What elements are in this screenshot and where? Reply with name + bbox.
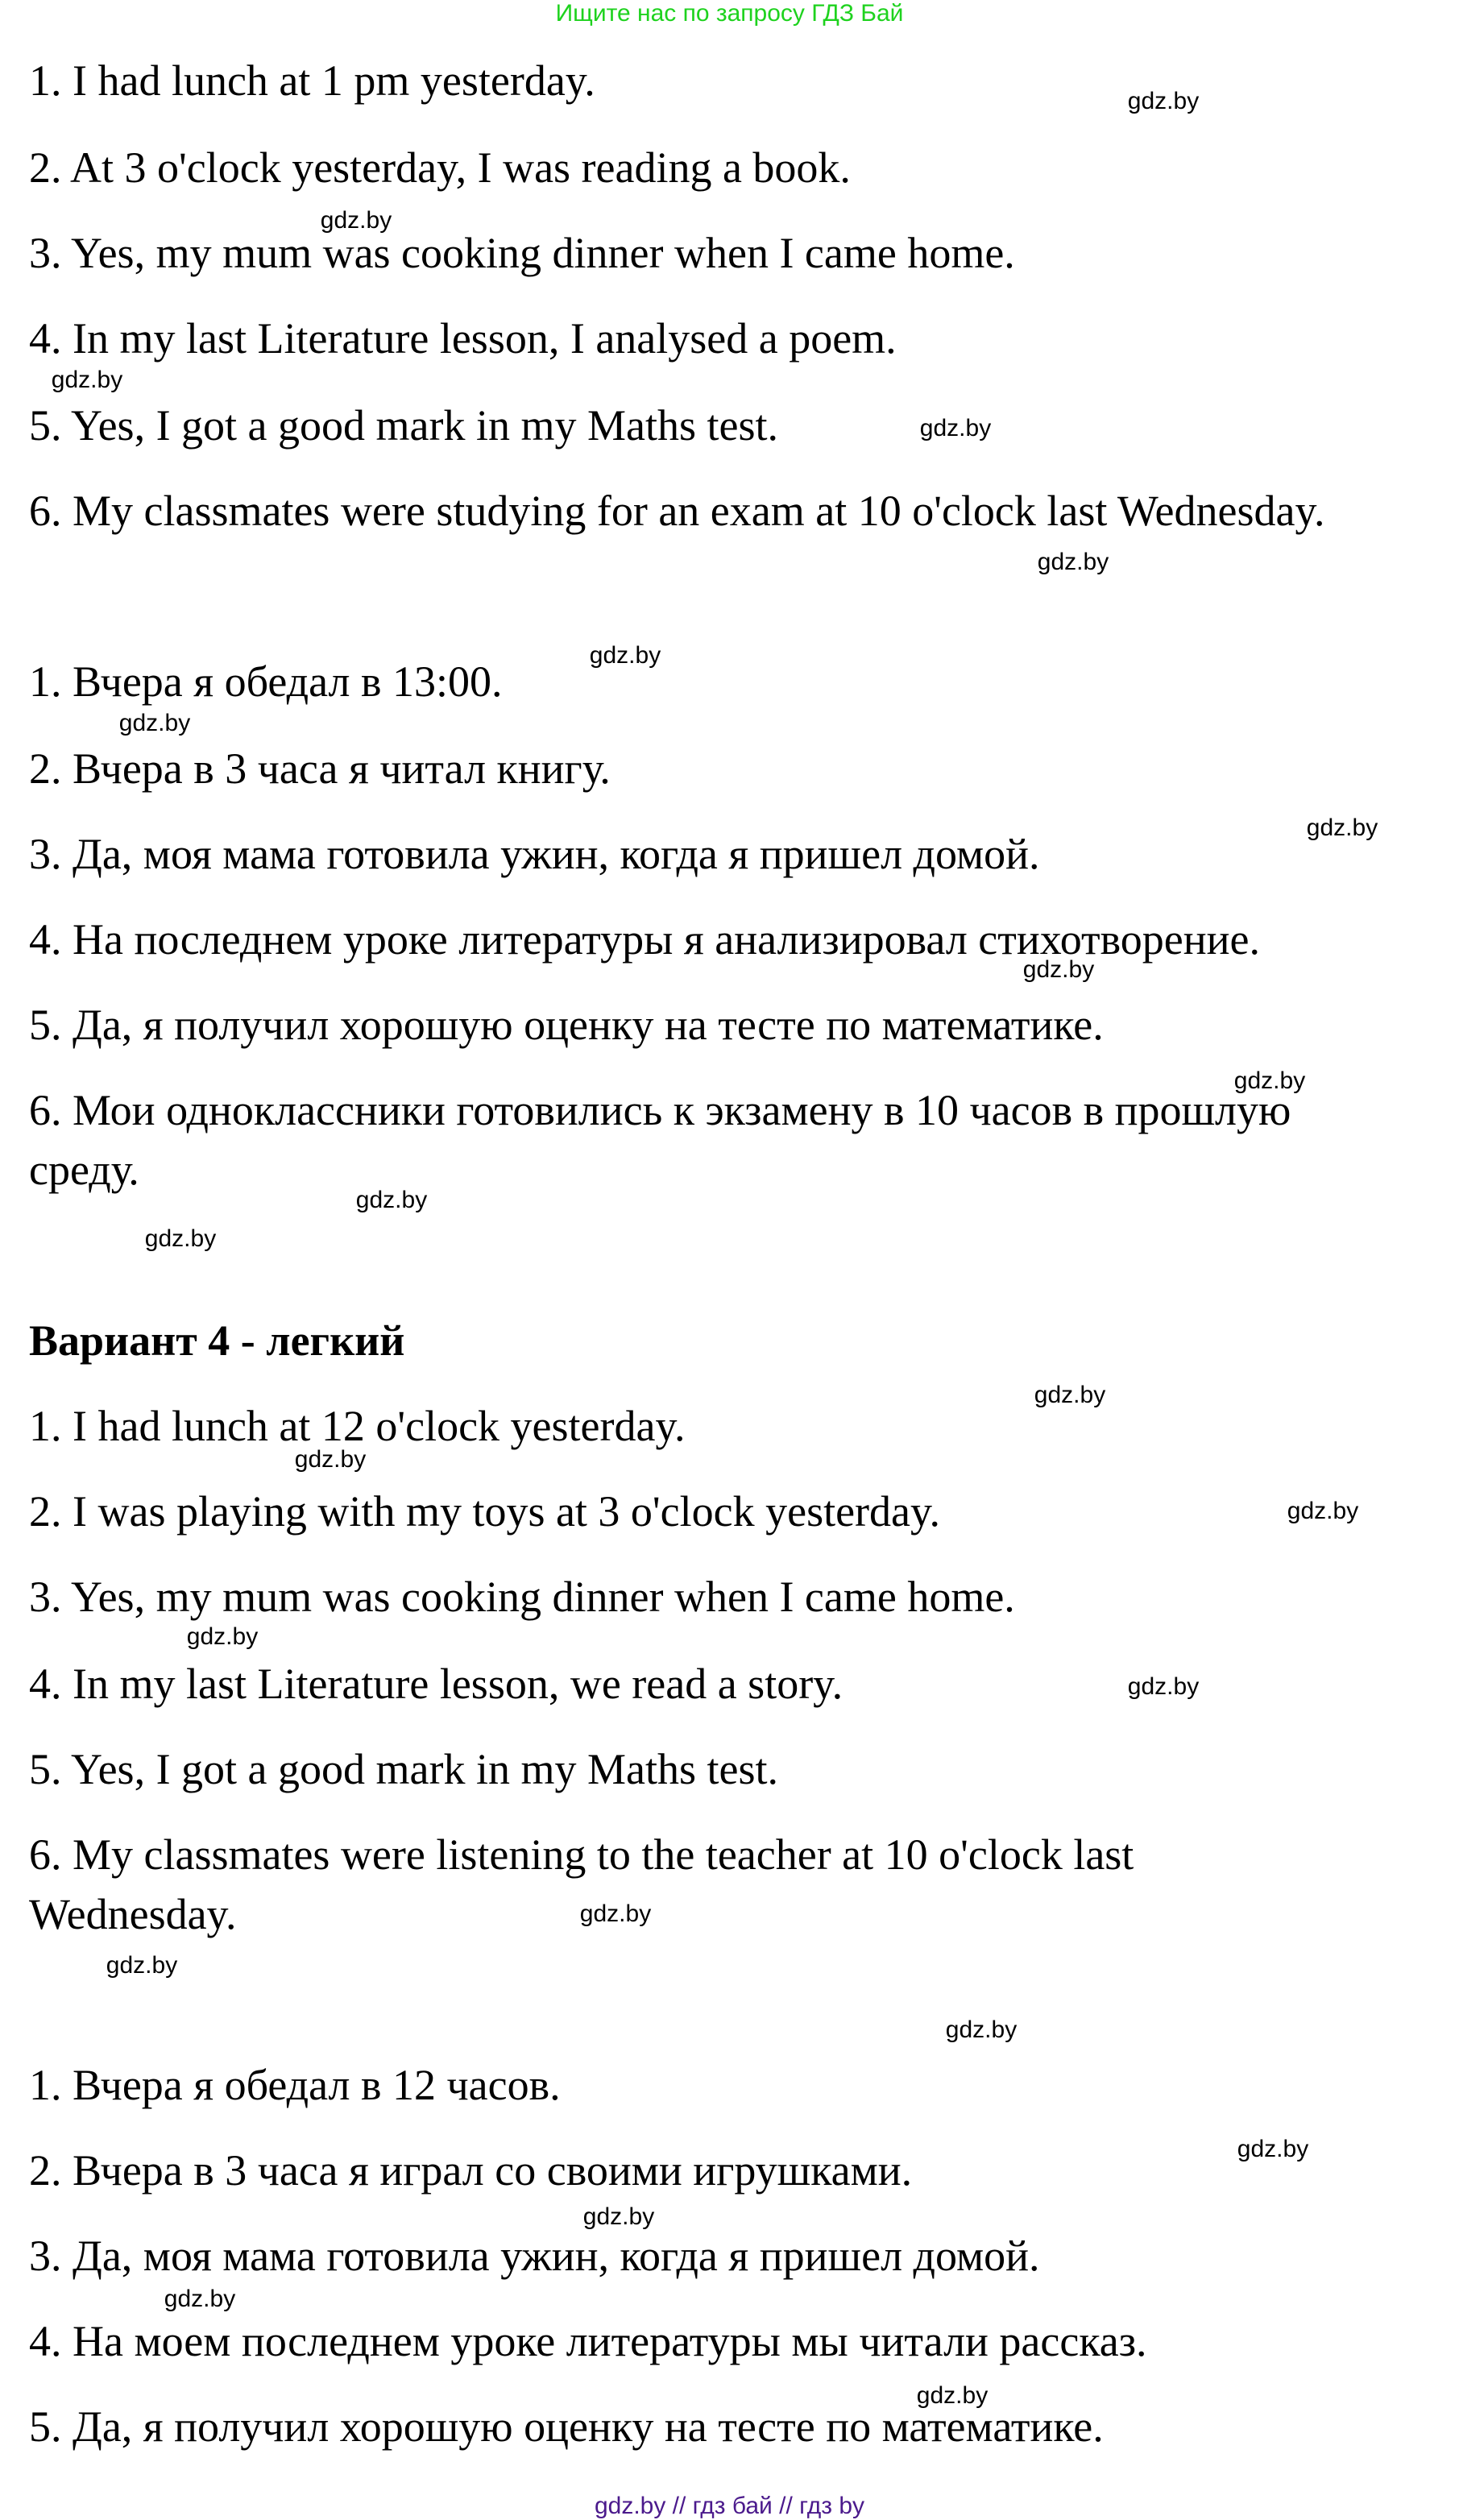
watermark: gdz.by xyxy=(1306,814,1378,841)
header-banner: Ищите нас по запросу ГДЗ Бай xyxy=(555,0,904,27)
answer-line: 1. Вчера я обедал в 13:00. xyxy=(29,657,503,706)
watermark: gdz.by xyxy=(1237,2136,1309,2162)
answer-line: 4. In my last Literature lesson, I analysed a poem. xyxy=(29,314,897,363)
answer-line: 1. Вчера я обедал в 12 часов. xyxy=(29,2061,561,2109)
answer-line: Wednesday. xyxy=(29,1890,237,1938)
watermark: gdz.by xyxy=(589,642,661,669)
watermark: gdz.by xyxy=(1233,1067,1306,1094)
watermark: gdz.by xyxy=(355,1187,428,1213)
watermark: gdz.by xyxy=(1034,1382,1106,1408)
watermark: gdz.by xyxy=(1127,1673,1200,1700)
variant-heading: Вариант 4 - легкий xyxy=(29,1316,405,1365)
watermark: gdz.by xyxy=(106,1952,178,1979)
answer-line: 6. My classmates were studying for an exam at 10 o'clock last Wednesday. xyxy=(29,487,1325,535)
watermark: gdz.by xyxy=(144,1225,217,1252)
answer-line: 1. I had lunch at 12 o'clock yesterday. xyxy=(29,1402,686,1450)
answer-line: 1. I had lunch at 1 pm yesterday. xyxy=(29,56,595,105)
answer-line: 4. На последнем уроке литературы я анализировал стихотворение. xyxy=(29,915,1260,964)
answer-line: 2. Вчера в 3 часа я играл со своими игрушками. xyxy=(29,2146,913,2195)
answer-line: 2. Вчера в 3 часа я читал книгу. xyxy=(29,744,611,793)
answer-line: 4. In my last Literature lesson, we read a story. xyxy=(29,1660,843,1708)
watermark: gdz.by xyxy=(579,1900,652,1927)
watermark: gdz.by xyxy=(582,2203,655,2230)
answer-line: 5. Yes, I got a good mark in my Maths test. xyxy=(29,401,778,450)
watermark: gdz.by xyxy=(164,2286,236,2312)
answer-line: 3. Да, моя мама готовила ужин, когда я пришел домой. xyxy=(29,830,1040,878)
answer-line: 3. Yes, my mum was cooking dinner when I came home. xyxy=(29,229,1015,277)
watermark: gdz.by xyxy=(919,415,992,441)
watermark: gdz.by xyxy=(320,207,392,234)
watermark: gdz.by xyxy=(186,1623,259,1650)
footer-banner: gdz.by // гдз бай // гдз by xyxy=(594,2493,865,2519)
watermark: gdz.by xyxy=(51,367,123,393)
answer-line: 4. На моем последнем уроке литературы мы читали рассказ. xyxy=(29,2317,1147,2365)
answer-line: 5. Yes, I got a good mark in my Maths test. xyxy=(29,1745,778,1793)
answer-line: 2. I was playing with my toys at 3 o'clock yesterday. xyxy=(29,1487,940,1536)
answer-line: 6. My classmates were listening to the teacher at 10 o'clock last xyxy=(29,1830,1134,1879)
watermark: gdz.by xyxy=(1022,956,1095,983)
answer-line: 5. Да, я получил хорошую оценку на тесте по математике. xyxy=(29,1001,1104,1049)
watermark: gdz.by xyxy=(118,710,191,736)
watermark: gdz.by xyxy=(294,1446,367,1473)
answer-line: среду. xyxy=(29,1146,139,1194)
answer-line: 5. Да, я получил хорошую оценку на тесте по математике. xyxy=(29,2402,1104,2451)
watermark: gdz.by xyxy=(1037,549,1109,575)
answer-line: 3. Да, моя мама готовила ужин, когда я пришел домой. xyxy=(29,2232,1040,2280)
watermark: gdz.by xyxy=(945,2016,1018,2043)
watermark: gdz.by xyxy=(916,2382,989,2409)
answer-line: 6. Мои одноклассники готовились к экзамену в 10 часов в прошлую xyxy=(29,1086,1291,1134)
watermark: gdz.by xyxy=(1287,1498,1359,1524)
answer-line: 3. Yes, my mum was cooking dinner when I came home. xyxy=(29,1573,1015,1621)
watermark: gdz.by xyxy=(1127,88,1200,114)
answer-line: 2. At 3 o'clock yesterday, I was reading a book. xyxy=(29,143,851,192)
